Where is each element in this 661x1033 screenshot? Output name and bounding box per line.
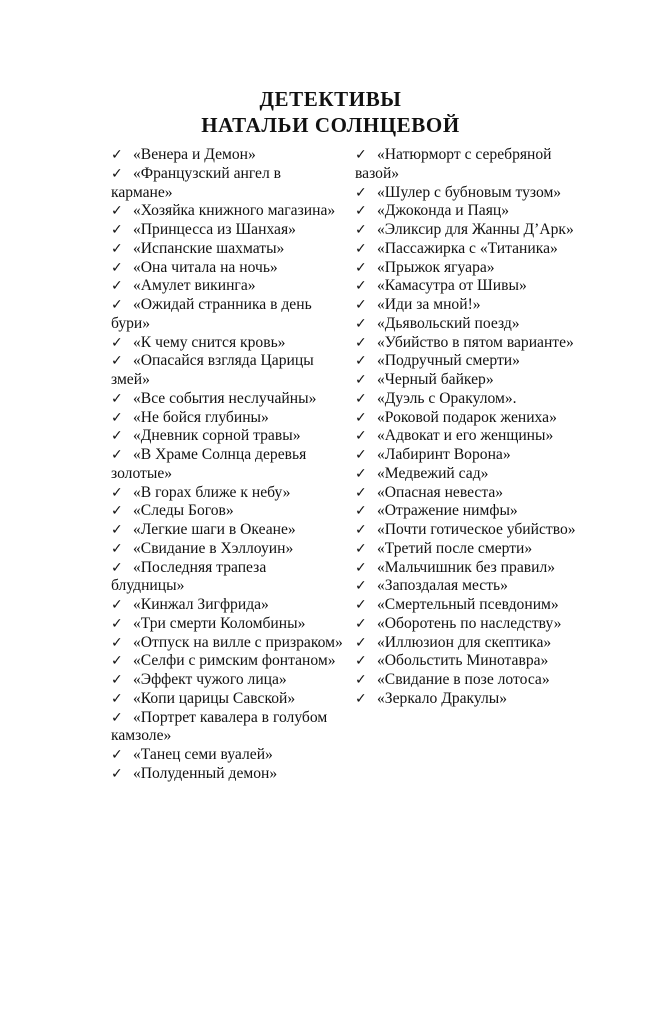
checkmark-icon: ✓ <box>111 297 123 313</box>
book-title-item <box>355 371 595 390</box>
book-title-text: «Третий после смерти» <box>377 539 533 557</box>
book-title-text: «Дьявольский поезд» <box>377 314 520 332</box>
checkmark-icon: ✓ <box>355 578 367 595</box>
book-title-text: «Принцесса из Шанхая» <box>133 221 296 238</box>
book-title-item <box>111 277 343 296</box>
book-title-text: «Пассажирка с «Титаника» <box>377 239 558 257</box>
book-title-item <box>111 146 343 165</box>
book-title-text: «Эликсир для Жанны Д’Арк» <box>377 221 574 238</box>
book-title-item <box>111 390 343 409</box>
book-title-text: «Почти готическое убийство» <box>377 521 576 538</box>
book-title-item <box>355 690 595 709</box>
book-title-text: «Копи царицы Савской» <box>133 689 296 707</box>
book-title-item <box>111 202 343 221</box>
page-title <box>0 86 661 138</box>
checkmark-icon: ✓ <box>111 653 123 670</box>
book-title-text: «Полуденный демон» <box>133 764 278 782</box>
book-title-item <box>355 259 595 278</box>
book-title-item <box>355 296 595 315</box>
book-title-text: «Легкие шаги в Океане» <box>133 521 296 538</box>
checkmark-icon: ✓ <box>111 540 123 557</box>
book-title-text: «Черный байкер» <box>377 371 494 388</box>
book-title-item <box>111 521 343 540</box>
checkmark-icon: ✓ <box>355 503 367 520</box>
book-title-text: «Дневник сорной травы» <box>133 427 301 445</box>
title-line-1: ДЕТЕКТИВЫ <box>259 87 402 111</box>
checkmark-icon: ✓ <box>355 353 367 370</box>
checkmark-icon: ✓ <box>111 278 123 295</box>
book-title-text: «Опасайся взгляда Царицы змей» <box>111 352 314 388</box>
checkmark-icon: ✓ <box>355 240 367 257</box>
book-title-item <box>111 334 343 353</box>
book-title-item <box>355 577 595 596</box>
book-title-item <box>111 427 343 446</box>
book-title-text: «Лабиринт Ворона» <box>377 446 511 463</box>
checkmark-icon: ✓ <box>355 315 367 332</box>
book-title-text: «Последняя трапеза блудницы» <box>111 558 267 595</box>
checkmark-icon: ✓ <box>111 165 123 182</box>
book-title-text: «Венера и Демон» <box>133 146 256 163</box>
checkmark-icon: ✓ <box>111 353 123 370</box>
checkmark-icon: ✓ <box>355 465 367 482</box>
book-title-text: «В Храме Солнца деревья золотые» <box>111 446 307 482</box>
book-title-item <box>355 559 595 578</box>
checkmark-icon: ✓ <box>355 222 367 238</box>
checkmark-icon: ✓ <box>111 203 123 220</box>
book-title-item <box>355 502 595 521</box>
book-title-item <box>355 652 595 671</box>
checkmark-icon: ✓ <box>355 484 367 501</box>
book-title-text: «Джоконда и Паяц» <box>377 202 510 220</box>
checkmark-icon: ✓ <box>111 672 123 688</box>
book-title-item <box>355 484 595 503</box>
book-title-item <box>111 259 343 278</box>
book-title-item <box>355 184 595 203</box>
book-title-text: «Французский ангел в кармане» <box>111 164 281 201</box>
book-title-item <box>355 540 595 559</box>
book-title-item <box>355 521 595 540</box>
checkmark-icon: ✓ <box>355 184 367 201</box>
book-title-text: «Подручный смерти» <box>377 352 520 370</box>
checkmark-icon: ✓ <box>355 447 367 463</box>
checkmark-icon: ✓ <box>355 372 367 388</box>
book-title-text: «Адвокат и его женщины» <box>377 427 554 445</box>
book-title-item <box>355 240 595 259</box>
title-line-2: НАТАЛЬИ СОЛНЦЕВОЙ <box>201 113 460 137</box>
book-title-text: «Танец семи вуалей» <box>133 746 273 763</box>
checkmark-icon: ✓ <box>355 615 367 632</box>
checkmark-icon: ✓ <box>111 147 123 163</box>
book-title-item <box>355 315 595 334</box>
book-title-text: «Обольстить Минотавра» <box>377 652 549 670</box>
book-title-item <box>111 484 343 503</box>
book-title-item <box>355 634 595 653</box>
checkmark-icon: ✓ <box>355 428 367 445</box>
checkmark-icon: ✓ <box>111 690 123 707</box>
book-title-text: «Амулет викинга» <box>133 277 256 295</box>
book-title-item <box>111 352 343 390</box>
book-title-text: «Селфи с римским фонтаном» <box>133 652 336 670</box>
book-title-item <box>111 446 343 484</box>
book-title-item <box>355 202 595 221</box>
checkmark-icon: ✓ <box>111 222 123 238</box>
checkmark-icon: ✓ <box>111 597 123 613</box>
book-title-text: «Отражение нимфы» <box>377 502 518 520</box>
book-title-item <box>355 390 595 409</box>
right-book-list <box>355 146 595 709</box>
book-title-text: «Зеркало Дракулы» <box>377 689 508 707</box>
checkmark-icon: ✓ <box>111 447 123 463</box>
checkmark-icon: ✓ <box>355 297 367 313</box>
book-title-text: «Иллюзион для скептика» <box>377 633 552 651</box>
checkmark-icon: ✓ <box>111 484 123 501</box>
book-title-text: «Роковой подарок жениха» <box>377 408 557 426</box>
book-title-text: «Смертельный псевдоним» <box>377 596 559 613</box>
checkmark-icon: ✓ <box>111 240 123 257</box>
book-title-text: «В горах ближе к небу» <box>133 483 291 501</box>
book-title-item <box>111 409 343 428</box>
book-title-text: «Иди за мной!» <box>377 296 481 313</box>
book-title-item <box>111 540 343 559</box>
book-title-text: «Свидание в Хэллоуин» <box>133 539 294 557</box>
checkmark-icon: ✓ <box>355 259 367 276</box>
book-title-text: «Камасутра от Шивы» <box>377 277 527 295</box>
book-title-item <box>355 671 595 690</box>
book-title-item <box>355 334 595 353</box>
book-title-text: «Ожидай странника в день бури» <box>111 296 312 332</box>
book-title-item <box>111 596 343 615</box>
book-title-text: «Запоздалая месть» <box>377 577 508 595</box>
left-book-list <box>111 146 343 784</box>
book-title-text: «К чему снится кровь» <box>133 333 286 351</box>
book-title-text: «Опасная невеста» <box>377 483 504 501</box>
checkmark-icon: ✓ <box>111 615 123 632</box>
book-title-text: «Свидание в позе лотоса» <box>377 671 550 688</box>
book-title-item <box>111 765 343 784</box>
book-title-item <box>111 652 343 671</box>
book-title-text: «Испанские шахматы» <box>133 239 285 257</box>
checkmark-icon: ✓ <box>355 390 367 407</box>
book-title-text: «Оборотень по наследству» <box>377 614 562 632</box>
book-title-item <box>111 221 343 240</box>
book-title-item <box>355 221 595 240</box>
book-title-item <box>111 709 343 747</box>
checkmark-icon: ✓ <box>355 334 367 351</box>
checkmark-icon: ✓ <box>355 559 367 576</box>
book-title-item <box>355 146 595 184</box>
book-title-text: «Мальчишник без правил» <box>377 558 556 576</box>
checkmark-icon: ✓ <box>111 747 123 763</box>
checkmark-icon: ✓ <box>355 634 367 651</box>
book-title-text: «Она читала на ночь» <box>133 258 278 276</box>
book-title-text: «Дуэль с Оракулом». <box>377 389 517 407</box>
book-title-text: «Портрет кавалера в голубом камзоле» <box>111 708 328 745</box>
book-title-item <box>355 427 595 446</box>
checkmark-icon: ✓ <box>111 334 123 351</box>
book-title-text: «Медвежий сад» <box>377 464 489 482</box>
checkmark-icon: ✓ <box>355 522 367 538</box>
checkmark-icon: ✓ <box>111 709 123 726</box>
book-title-text: «Убийство в пятом варианте» <box>377 333 574 351</box>
book-title-item <box>111 746 343 765</box>
book-title-text: «Все события неслучайны» <box>133 389 317 407</box>
checkmark-icon: ✓ <box>111 409 123 426</box>
checkmark-icon: ✓ <box>111 765 123 782</box>
book-title-item <box>111 502 343 521</box>
book-title-item <box>355 596 595 615</box>
book-title-text: «Три смерти Коломбины» <box>133 614 306 632</box>
checkmark-icon: ✓ <box>355 653 367 670</box>
book-title-item <box>111 559 343 597</box>
book-title-text: «Шулер с бубновым тузом» <box>377 183 562 201</box>
book-title-text: «Не бойся глубины» <box>133 408 269 426</box>
book-title-text: «Хозяйка книжного магазина» <box>133 202 336 220</box>
book-title-item <box>111 296 343 334</box>
checkmark-icon: ✓ <box>111 259 123 276</box>
book-title-item <box>111 240 343 259</box>
checkmark-icon: ✓ <box>355 597 367 613</box>
checkmark-icon: ✓ <box>111 503 123 520</box>
book-title-item <box>355 352 595 371</box>
book-title-item <box>355 409 595 428</box>
book-title-text: «Натюрморт с серебряной вазой» <box>355 146 552 182</box>
checkmark-icon: ✓ <box>111 390 123 407</box>
checkmark-icon: ✓ <box>355 690 367 707</box>
book-title-text: «Кинжал Зигфрида» <box>133 596 269 613</box>
book-title-text: «Эффект чужого лица» <box>133 671 287 688</box>
book-title-item <box>111 634 343 653</box>
book-title-item <box>355 277 595 296</box>
checkmark-icon: ✓ <box>355 203 367 220</box>
book-title-text: «Прыжок ягуара» <box>377 258 495 276</box>
checkmark-icon: ✓ <box>111 634 123 651</box>
book-title-item <box>355 615 595 634</box>
book-title-text: «Отпуск на вилле с призраком» <box>133 633 343 651</box>
checkmark-icon: ✓ <box>355 540 367 557</box>
checkmark-icon: ✓ <box>355 672 367 688</box>
checkmark-icon: ✓ <box>111 522 123 538</box>
book-title-text: «Следы Богов» <box>133 502 234 520</box>
book-title-item <box>111 615 343 634</box>
checkmark-icon: ✓ <box>355 409 367 426</box>
checkmark-icon: ✓ <box>355 147 367 163</box>
checkmark-icon: ✓ <box>355 278 367 295</box>
checkmark-icon: ✓ <box>111 559 123 576</box>
book-title-item <box>355 446 595 465</box>
book-title-item <box>111 165 343 203</box>
book-title-item <box>355 465 595 484</box>
checkmark-icon: ✓ <box>111 428 123 445</box>
book-title-item <box>111 690 343 709</box>
book-title-item <box>111 671 343 690</box>
